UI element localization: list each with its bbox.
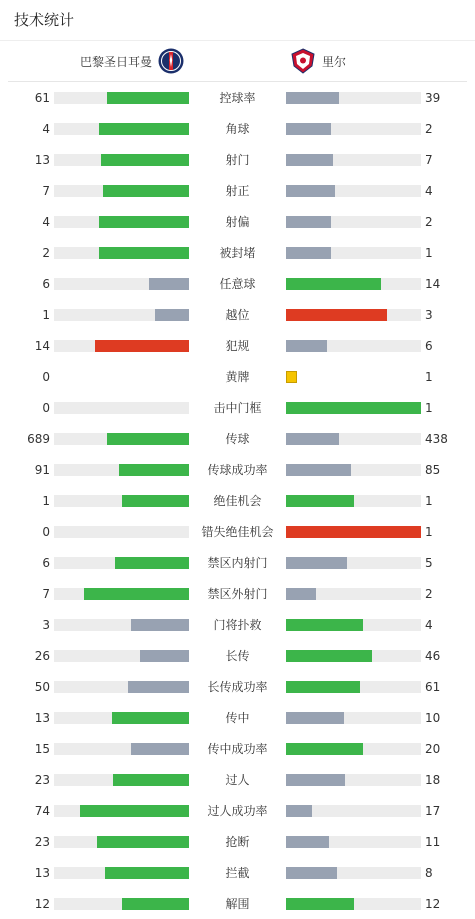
home-stat-bar-fill: [107, 433, 189, 445]
home-stat-bar-fill: [99, 247, 189, 259]
stat-label: 黄牌: [225, 370, 250, 384]
stat-row: [0, 578, 475, 609]
home-stat-bar-fill: [84, 588, 189, 600]
away-stat-value: 18: [425, 773, 441, 787]
home-stat-bar-fill: [112, 712, 189, 724]
stat-row: [0, 454, 475, 485]
home-stat-bar: [54, 92, 189, 104]
home-stat-bar-fill: [119, 464, 189, 476]
stat-label: 传球成功率: [207, 463, 268, 477]
stat-row: [0, 361, 475, 392]
stat-row: [0, 516, 475, 547]
home-stat-value: 23: [34, 773, 50, 787]
home-stat-bar-fill: [97, 836, 189, 848]
away-stat-value: 2: [425, 122, 433, 136]
stat-row: [0, 733, 475, 764]
away-stat-bar-fill: [286, 495, 354, 507]
away-stat-bar-fill: [286, 588, 316, 600]
home-stat-bar-fill: [99, 123, 189, 135]
stat-row: [0, 144, 475, 175]
away-stat-value: 12: [425, 897, 441, 911]
home-stat-value: 4: [42, 122, 50, 136]
home-stat-bar: [54, 464, 189, 476]
away-stat-value: 5: [425, 556, 433, 570]
away-stat-value: 10: [425, 711, 441, 725]
stat-label: 长传成功率: [207, 680, 268, 694]
stat-label: 过人: [225, 773, 250, 787]
stat-label: 绝佳机会: [213, 494, 262, 508]
home-stat-value: 2: [42, 246, 50, 260]
stat-label: 过人成功率: [207, 804, 268, 818]
home-stat-value: 7: [42, 184, 50, 198]
away-stat-bar: [286, 340, 421, 352]
stat-row: [0, 392, 475, 423]
away-stat-bar-fill: [286, 340, 327, 352]
away-stat-bar-fill: [286, 805, 312, 817]
home-stat-bar: [54, 681, 189, 693]
home-stat-value: 74: [34, 804, 50, 818]
home-stat-value: 12: [34, 897, 50, 911]
home-stat-bar-fill: [115, 557, 189, 569]
stat-row: [0, 268, 475, 299]
home-stat-bar: [54, 557, 189, 569]
stat-label: 解围: [225, 897, 250, 911]
stat-row: [0, 237, 475, 268]
away-stat-value: 438: [425, 432, 448, 446]
home-stat-value: 7: [42, 587, 50, 601]
stat-label: 角球: [225, 122, 250, 136]
away-stat-bar-fill: [286, 154, 333, 166]
home-stat-bar: [54, 309, 189, 321]
home-stat-value: 13: [34, 866, 50, 880]
away-stat-bar-fill: [286, 526, 421, 538]
stat-label: 禁区外射门: [207, 587, 268, 601]
home-stat-bar: [54, 836, 189, 848]
home-stat-value: 14: [34, 339, 50, 353]
home-stat-value: 15: [34, 742, 50, 756]
stat-row: [0, 485, 475, 516]
away-stat-bar: [286, 805, 421, 817]
home-stat-bar: [54, 433, 189, 445]
stat-label: 长传: [225, 649, 250, 663]
stat-label: 越位: [225, 308, 250, 322]
away-stat-bar-fill: [286, 898, 354, 910]
away-stat-bar-fill: [286, 123, 331, 135]
stat-label: 任意球: [219, 277, 256, 291]
away-stat-value: 61: [425, 680, 441, 694]
away-stat-bar-fill: [286, 216, 331, 228]
stat-label: 抢断: [225, 835, 250, 849]
away-stat-bar: [286, 898, 421, 910]
stat-row: [0, 609, 475, 640]
stat-row: [0, 888, 475, 919]
stat-row: [0, 640, 475, 671]
home-stat-bar-fill: [149, 278, 190, 290]
away-stat-value: 7: [425, 153, 433, 167]
away-stat-bar-fill: [286, 619, 363, 631]
home-stat-value: 1: [42, 308, 50, 322]
stat-label: 控球率: [219, 91, 256, 105]
away-stat-bar: [286, 185, 421, 197]
home-stat-bar: [54, 805, 189, 817]
home-stat-bar: [54, 495, 189, 507]
home-stat-bar-fill: [105, 867, 189, 879]
away-stat-value: 14: [425, 277, 441, 291]
away-stat-bar: [286, 619, 421, 631]
away-stat-bar: [286, 774, 421, 786]
away-stat-bar: [286, 836, 421, 848]
page-title: 技术统计: [0, 0, 475, 41]
away-stat-value: 46: [425, 649, 441, 663]
home-stat-value: 0: [42, 401, 50, 415]
away-stat-bar: [286, 371, 421, 383]
away-stat-value: 8: [425, 866, 433, 880]
away-stat-bar: [286, 526, 421, 538]
stat-label: 拦截: [225, 866, 250, 880]
home-stat-value: 61: [34, 91, 50, 105]
home-stat-bar-fill: [128, 681, 189, 693]
home-stat-bar-fill: [131, 743, 189, 755]
away-stat-bar: [286, 464, 421, 476]
away-stat-value: 4: [425, 618, 433, 632]
away-stat-bar-fill: [286, 309, 387, 321]
away-team-name: 里尔: [322, 54, 347, 69]
away-stat-bar-fill: [286, 278, 381, 290]
away-stat-value: 17: [425, 804, 441, 818]
away-stat-bar: [286, 712, 421, 724]
away-stat-value: 6: [425, 339, 433, 353]
stat-label: 犯规: [225, 339, 250, 353]
home-stat-value: 1: [42, 494, 50, 508]
home-stat-bar: [54, 588, 189, 600]
home-stat-bar: [54, 185, 189, 197]
stat-label: 传球: [225, 432, 250, 446]
home-stat-bar-fill: [95, 340, 190, 352]
away-stat-bar: [286, 309, 421, 321]
stat-label: 传中: [225, 711, 250, 725]
stat-row: [0, 764, 475, 795]
home-stat-value: 50: [34, 680, 50, 694]
stat-label: 被封堵: [219, 246, 256, 260]
stat-label: 射门: [225, 153, 250, 167]
home-stat-value: 689: [27, 432, 50, 446]
away-stat-value: 2: [425, 215, 433, 229]
away-stat-bar-fill: [286, 836, 329, 848]
home-stat-bar: [54, 774, 189, 786]
away-stat-bar-fill: [286, 92, 339, 104]
psg-crest-icon: [158, 48, 184, 74]
home-stat-value: 13: [34, 711, 50, 725]
away-stat-bar-fill: [286, 867, 337, 879]
home-stat-bar: [54, 340, 189, 352]
away-stat-bar-fill: [286, 681, 360, 693]
away-stat-value: 1: [425, 494, 433, 508]
away-stat-bar: [286, 154, 421, 166]
away-stat-bar: [286, 681, 421, 693]
home-team-name: 巴黎圣日耳曼: [79, 54, 152, 69]
away-stat-bar: [286, 650, 421, 662]
away-stat-bar-fill: [286, 712, 344, 724]
away-stat-bar: [286, 557, 421, 569]
home-team[interactable]: [80, 47, 184, 75]
away-stat-bar-fill: [286, 433, 339, 445]
home-stat-bar: [54, 123, 189, 135]
home-stat-bar-fill: [101, 154, 189, 166]
away-stat-bar-fill: [286, 557, 347, 569]
stat-row: [0, 330, 475, 361]
away-stat-value: 85: [425, 463, 441, 477]
stat-row: [0, 175, 475, 206]
stat-row: [0, 206, 475, 237]
away-stat-value: 11: [425, 835, 441, 849]
stats-list: [0, 82, 475, 919]
away-stat-bar: [286, 867, 421, 879]
home-stat-value: 4: [42, 215, 50, 229]
stat-row: [0, 702, 475, 733]
home-stat-value: 3: [42, 618, 50, 632]
away-stat-value: 2: [425, 587, 433, 601]
away-stat-bar-fill: [286, 402, 421, 414]
home-stat-bar: [54, 898, 189, 910]
home-stat-value: 91: [34, 463, 50, 477]
away-stat-bar-fill: [286, 464, 351, 476]
away-team[interactable]: [290, 47, 346, 75]
home-stat-bar: [54, 154, 189, 166]
home-stat-bar-fill: [113, 774, 189, 786]
away-stat-bar: [286, 123, 421, 135]
home-stat-value: 13: [34, 153, 50, 167]
away-stat-bar: [286, 588, 421, 600]
away-stat-value: 1: [425, 246, 433, 260]
away-stat-bar: [286, 278, 421, 290]
lille-crest-icon: [290, 48, 316, 74]
teams-header: [8, 41, 467, 82]
yellow-card-icon: [286, 371, 297, 383]
away-stat-bar: [286, 216, 421, 228]
home-stat-bar-fill: [99, 216, 189, 228]
home-stat-value: 0: [42, 525, 50, 539]
away-stat-value: 1: [425, 525, 433, 539]
home-stat-bar: [54, 402, 189, 414]
away-stat-bar: [286, 495, 421, 507]
away-stat-bar: [286, 247, 421, 259]
away-stat-value: 3: [425, 308, 433, 322]
home-stat-bar-fill: [80, 805, 189, 817]
stat-label: 门将扑救: [213, 618, 262, 632]
stat-label: 错失绝佳机会: [201, 525, 274, 539]
away-stat-bar-fill: [286, 247, 331, 259]
away-stat-value: 1: [425, 401, 433, 415]
home-stat-bar-fill: [131, 619, 189, 631]
home-stat-value: 23: [34, 835, 50, 849]
stat-row: [0, 299, 475, 330]
stat-row: [0, 547, 475, 578]
home-stat-bar: [54, 650, 189, 662]
home-stat-value: 6: [42, 277, 50, 291]
away-stat-value: 1: [425, 370, 433, 384]
stat-label: 击中门框: [213, 401, 262, 415]
home-stat-bar: [54, 247, 189, 259]
stat-row: [0, 671, 475, 702]
away-stat-bar: [286, 402, 421, 414]
stat-row: [0, 82, 475, 113]
home-stat-bar-fill: [103, 185, 189, 197]
stat-label: 射正: [225, 184, 250, 198]
away-stat-value: 39: [425, 91, 441, 105]
home-stat-bar: [54, 743, 189, 755]
home-stat-bar: [54, 867, 189, 879]
home-stat-value: 6: [42, 556, 50, 570]
stat-row: [0, 795, 475, 826]
home-stat-bar: [54, 526, 189, 538]
home-stat-bar: [54, 278, 189, 290]
home-stat-bar-fill: [107, 92, 189, 104]
home-stat-value: 0: [42, 370, 50, 384]
stat-row: [0, 826, 475, 857]
away-stat-value: 4: [425, 184, 433, 198]
stat-row: [0, 857, 475, 888]
home-stat-bar: [54, 619, 189, 631]
away-stat-bar: [286, 92, 421, 104]
away-stat-bar-fill: [286, 743, 363, 755]
away-stat-value: 20: [425, 742, 441, 756]
home-stat-bar: [54, 712, 189, 724]
home-stat-bar-fill: [155, 309, 189, 321]
away-stat-bar-fill: [286, 774, 345, 786]
stat-row: [0, 113, 475, 144]
stat-row: [0, 423, 475, 454]
stat-label: 射偏: [225, 215, 250, 229]
away-stat-bar: [286, 433, 421, 445]
home-stat-bar-fill: [140, 650, 189, 662]
away-stat-bar-fill: [286, 650, 372, 662]
home-stat-value: 26: [34, 649, 50, 663]
stat-label: 传中成功率: [207, 742, 268, 756]
stat-label: 禁区内射门: [207, 556, 268, 570]
away-stat-bar: [286, 743, 421, 755]
home-stat-bar: [54, 216, 189, 228]
home-stat-bar-fill: [122, 898, 190, 910]
away-stat-bar-fill: [286, 185, 335, 197]
home-stat-bar-fill: [122, 495, 190, 507]
home-stat-bar: [54, 371, 189, 383]
